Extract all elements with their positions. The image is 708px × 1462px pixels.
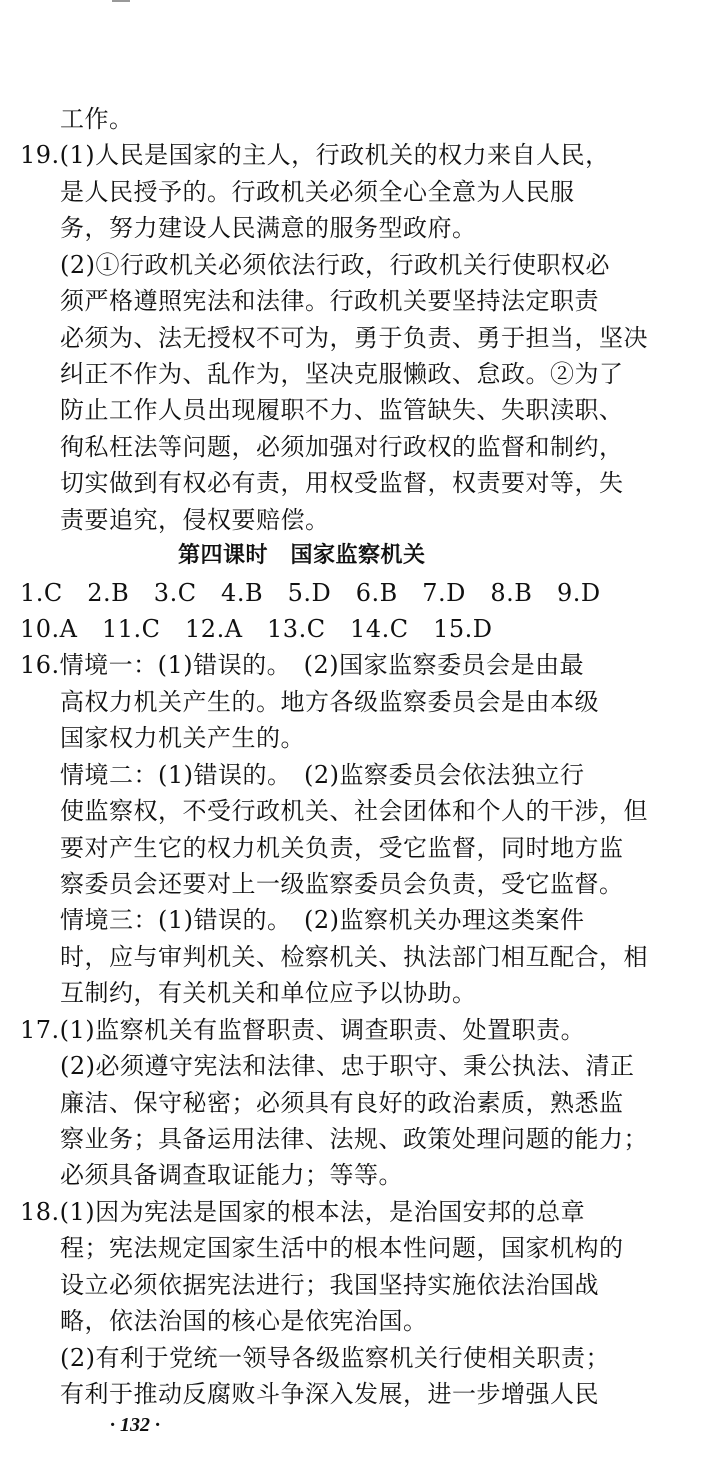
text-line: 徇私枉法等问题，必须加强对行政权的监督和制约， [60,433,624,461]
text-line: (2)必须遵守宪法和法律、忠于职守、秉公执法、清正 [60,1052,635,1080]
text-line: 廉洁、保守秘密；必须具有良好的政治素质，熟悉监 [60,1089,624,1117]
text-line: 程；宪法规定国家生活中的根本性问题，国家机构的 [60,1234,624,1262]
text-line: 略，依法治国的核心是依宪治国。 [60,1307,428,1335]
top-edge-mark [112,0,130,2]
text-line: 必须为、法无授权不可为，勇于负责、勇于担当，坚决 [60,324,648,352]
text-line: 察业务；具备运用法律、法规、政策处理问题的能力； [60,1125,648,1153]
text-line: 纠正不作为、乱作为，坚决克服懒政、怠政。②为了 [60,360,624,388]
text-line: 使监察权，不受行政机关、社会团体和个人的干涉，但 [60,797,648,825]
text-line: 切实做到有权必有责，用权受监督，权责要对等，失 [60,469,624,497]
text-line: 务，努力建设人民满意的服务型政府。 [60,214,477,242]
page-number: · 132 · [110,1414,160,1436]
section-heading: 第四课时 国家监察机关 [178,543,426,568]
text-line: 必须具备调查取证能力；等等。 [60,1161,403,1189]
text-line: 高权力机关产生的。地方各级监察委员会是由本级 [60,688,599,716]
text-line: 设立必须依据宪法进行；我国坚持实施依法治国战 [60,1271,599,1299]
text-line: 时，应与审判机关、检察机关、执法部门相互配合，相 [60,943,648,971]
answer-17-line: 17.(1)监察机关有监督职责、调查职责、处置职责。 [20,1016,586,1044]
choice-answers-line: 10.A 11.C 12.A 13.C 14.C 15.D [20,615,493,643]
answer-19-line: 19.(1)人民是国家的主人，行政机关的权力来自人民， [20,141,610,169]
choice-answers-line: 1.C 2.B 3.C 4.B 5.D 6.B 7.D 8.B 9.D [20,579,601,607]
text-line: 情境二：(1)错误的。 (2)监察委员会依法独立行 [60,761,585,789]
answer-18-line: 18.(1)因为宪法是国家的根本法，是治国安邦的总章 [20,1198,586,1226]
text-line: (2)有利于党统一领导各级监察机关行使相关职责； [60,1344,610,1372]
text-line: 防止工作人员出现履职不力、监管缺失、失职渎职、 [60,396,624,424]
text-line: 互制约，有关机关和单位应予以协助。 [60,979,477,1007]
text-line: 须严格遵照宪法和法律。行政机关要坚持法定职责 [60,287,599,315]
answer-16-line: 16.情境一：(1)错误的。 (2)国家监察委员会是由最 [20,651,585,679]
text-line: 察委员会还要对上一级监察委员会负责，受它监督。 [60,870,624,898]
text-line: 国家权力机关产生的。 [60,724,305,752]
text-line: 有利于推动反腐败斗争深入发展，进一步增强人民 [60,1380,599,1408]
text-line: 要对产生它的权力机关负责，受它监督，同时地方监 [60,834,624,862]
text-line: (2)①行政机关必须依法行政，行政机关行使职权必 [60,251,610,279]
text-line: 工作。 [60,105,134,133]
text-line: 责要追究，侵权要赔偿。 [60,506,330,534]
text-line: 是人民授予的。行政机关必须全心全意为人民服 [60,178,575,206]
text-line: 情境三：(1)错误的。 (2)监察机关办理这类案件 [60,906,585,934]
